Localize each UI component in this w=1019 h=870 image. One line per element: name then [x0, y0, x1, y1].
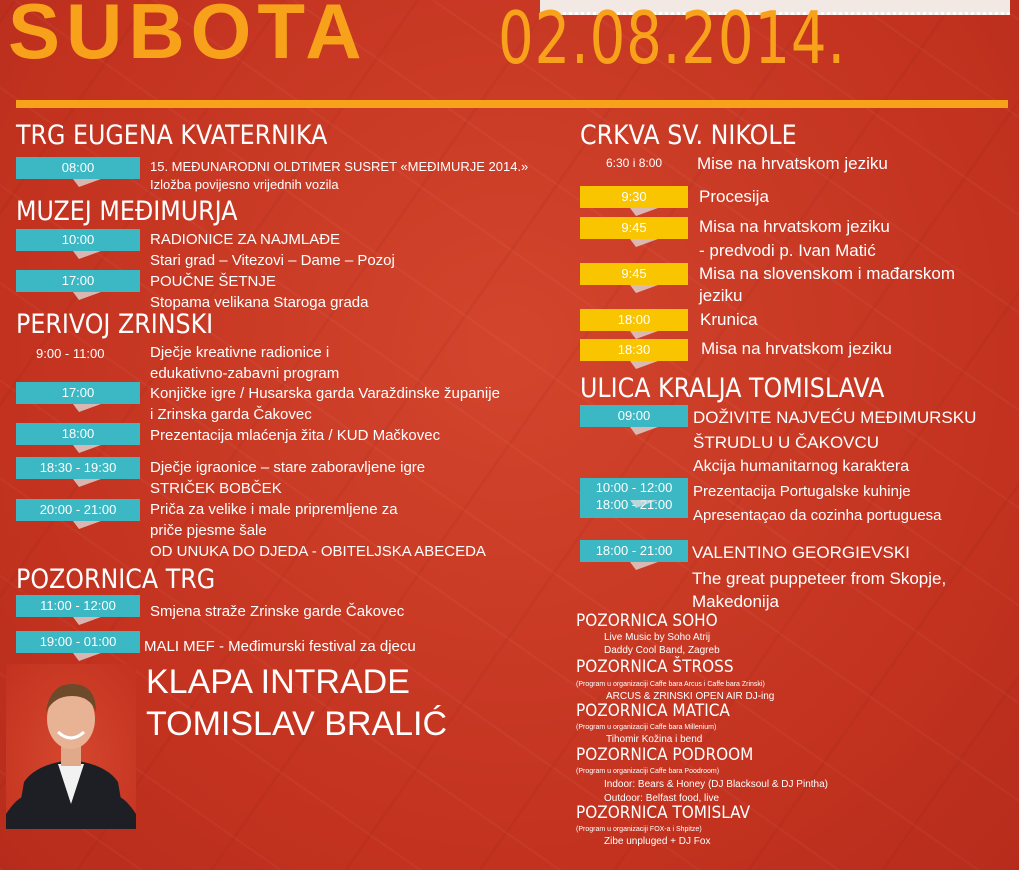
event-title: Misa na hrvatskom jeziku	[701, 339, 892, 358]
stage-note: (Program u organizaciji Caffe bara Poodroom)	[576, 768, 720, 775]
event-desc-line2: Makedonija	[692, 592, 779, 611]
event-title: Smjena straže Zrinske garde Čakovec	[150, 603, 405, 620]
time-tag: 17:00	[16, 382, 140, 404]
stage-line: Live Music by Soho Atrij	[604, 632, 711, 643]
event-title: Mise na hrvatskom jeziku	[697, 154, 888, 173]
event-title: Krunica	[700, 310, 758, 329]
time-tag: 09:00	[580, 405, 688, 427]
time-tag: 18:30 - 19:30	[16, 457, 140, 479]
time-tag: 19:00 - 01:00	[16, 631, 140, 653]
event-desc: OD UNUKA DO DJEDA - OBITELJSKA ABECEDA	[150, 543, 486, 560]
section-head-perivoj-zrinski: PERIVOJ ZRINSKI	[16, 309, 214, 340]
date-title: 02.08.2014.	[498, 0, 846, 80]
stage-line: Tihomir Kožina i bend	[606, 734, 703, 745]
stage-note: (Program u organizaciji FOX-a i Shpitze)	[576, 826, 702, 833]
time-tag: 9:45	[580, 217, 688, 239]
time-tag: 17:00	[16, 270, 140, 292]
stage-note: (Program u organizaciji Caffe bara Arcus i Caffe bara Zrinski)	[576, 681, 765, 688]
stage-head-stross: POZORNICA ŠTROSS	[576, 657, 734, 677]
stage-head-tomislav: POZORNICA TOMISLAV	[576, 803, 751, 823]
day-title: SUBOTA	[8, 0, 368, 75]
headliner-tomislav-bralic: TOMISLAV BRALIĆ	[146, 705, 448, 743]
event-desc: Stopama velikana Staroga grada	[150, 294, 369, 311]
stage-line: Indoor: Bears & Honey (DJ Blacksoul & DJ Pintha)	[604, 779, 828, 790]
section-head-trg-eugena-kvaternika: TRG EUGENA KVATERNIKA	[16, 120, 328, 151]
event-desc: The great puppeteer from Skopje,	[692, 569, 947, 588]
event-title: POUČNE ŠETNJE	[150, 273, 276, 290]
event-title: Dječje kreativne radionice i	[150, 344, 330, 361]
event-title: Priča za velike i male pripremljene za	[150, 501, 398, 518]
event-title: Misa na hrvatskom jeziku	[699, 217, 890, 236]
event-title: Prezentacija mlaćenja žita / KUD Mačkovec	[150, 427, 441, 444]
event-desc: edukativno-zabavni program	[150, 365, 340, 382]
stage-note: (Program u organizaciji Caffe bara Millenium)	[576, 724, 717, 731]
time-label-2: 18:00 - 21:00	[595, 497, 673, 512]
event-desc: Izložba povijesno vrijednih vozila	[150, 177, 339, 192]
event-desc: Stari grad – Vitezovi – Dame – Pozoj	[150, 252, 395, 269]
event-title: RADIONICE ZA NAJMLAĐE	[150, 231, 341, 248]
event-desc: STRIČEK BOBČEK	[150, 480, 282, 497]
stage-line: Outdoor: Belfast food, live	[604, 793, 720, 804]
event-title: MALI MEF - Međimurski festival za djecu	[144, 638, 416, 655]
time-tag: 9:45	[580, 263, 688, 285]
event-title: Prezentacija Portugalske kuhinje	[693, 483, 911, 500]
event-desc: jeziku	[699, 286, 743, 305]
title-underline	[16, 100, 1008, 108]
time-tag: 08:00	[16, 157, 140, 179]
event-desc: Apresentaçao da cozinha portuguesa	[693, 507, 942, 524]
event-desc: - predvodi p. Ivan Matić	[699, 241, 876, 260]
event-title: Procesija	[699, 187, 769, 206]
time-tag: 9:30	[580, 186, 688, 208]
time-tag: 10:00	[16, 229, 140, 251]
event-title: 15. MEĐUNARODNI OLDTIMER SUSRET «MEĐIMURJE 2014.»	[150, 159, 529, 174]
time-tag: 18:30	[580, 339, 688, 361]
stage-head-podroom: POZORNICA PODROOM	[576, 745, 754, 765]
section-head-ulica-kralja-tomislava: ULICA KRALJA TOMISLAVA	[580, 373, 885, 404]
time-label-1: 10:00 - 12:00	[595, 480, 673, 495]
time-tag: 18:00	[16, 423, 140, 445]
event-title: Misa na slovenskom i mađarskom	[699, 264, 956, 283]
time-label: 9:00 - 11:00	[36, 346, 105, 361]
event-title: VALENTINO GEORGIEVSKI	[692, 543, 910, 562]
stage-line: Daddy Cool Band, Zagreb	[604, 645, 720, 656]
time-tag: 20:00 - 21:00	[16, 499, 140, 521]
event-desc: Akcija humanitarnog karaktera	[693, 458, 910, 475]
stage-line: Zibe unpluged + DJ Fox	[604, 836, 711, 847]
time-tag: 18:00 - 21:00	[580, 540, 688, 562]
event-desc: priče pjesme šale	[150, 522, 267, 539]
event-title-line2: ŠTRUDLU U ČAKOVCU	[693, 433, 880, 452]
event-title: Konjičke igre / Husarska garda Varaždinske županije	[150, 385, 500, 402]
event-title: DOŽIVITE NAJVEĆU MEĐIMURSKU	[693, 408, 977, 427]
time-tag: 11:00 - 12:00	[16, 595, 140, 617]
section-head-muzej-medimurja: MUZEJ MEĐIMURJA	[16, 196, 238, 227]
time-tag-double	[580, 478, 688, 518]
event-title: Dječje igraonice – stare zaboravljene igre	[150, 459, 426, 476]
time-label: 6:30 i 8:00	[606, 156, 663, 170]
section-head-crkva-sv-nikole: CRKVA SV. NIKOLE	[580, 120, 797, 151]
event-desc: i Zrinska garda Čakovec	[150, 406, 312, 423]
stage-line: ARCUS & ZRINSKI OPEN AIR DJ-ing	[606, 691, 775, 702]
headliner-klapa-intrade: KLAPA INTRADE	[146, 663, 410, 701]
time-tag: 18:00	[580, 309, 688, 331]
performer-photo	[6, 664, 136, 829]
stage-head-matica: POZORNICA MATICA	[576, 701, 730, 721]
section-head-pozornica-trg: POZORNICA TRG	[16, 564, 216, 595]
stage-head-soho: POZORNICA SOHO	[576, 611, 718, 631]
